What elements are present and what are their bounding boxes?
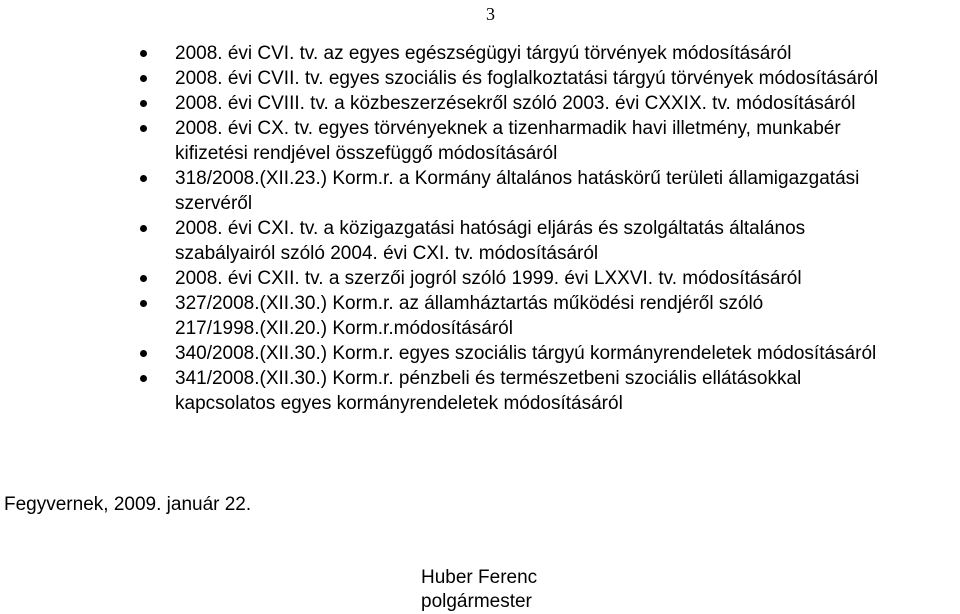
list-item-text: 2008. évi CX. tv. egyes törvényeknek a tizenharmadik havi illetmény, munkabér [175,118,841,139]
list-item [0,41,960,66]
signer-title: polgármester [421,591,532,612]
list-item [0,116,960,166]
bullet-icon [140,175,147,182]
list-item-text-continued: kifizetési rendjével összefüggő módosításáról [175,143,558,164]
bullet-icon [140,225,147,232]
list-item [0,291,960,341]
list-item-text-continued: szabályairól szóló 2004. évi CXI. tv. módosításáról [175,243,599,264]
list-item-text: 2008. évi CVIII. tv. a közbeszerzésekről szóló 2003. évi CXXIX. tv. módosításáról [175,93,856,114]
list-item [0,216,960,266]
list-item-text: 318/2008.(XII.23.) Korm.r. a Kormány általános hatáskörű területi államigazgatási [175,168,860,189]
list-item-text: 2008. évi CXI. tv. a közigazgatási hatósági eljárás és szolgáltatás általános [175,218,806,239]
list-item-text: 2008. évi CVI. tv. az egyes egészségügyi tárgyú törvények módosításáról [175,43,792,64]
list-item-text-continued: 217/1998.(XII.20.) Korm.r.módosításáról [175,318,513,339]
legislation-list [0,41,960,416]
bullet-icon [140,100,147,107]
list-item [0,366,960,416]
list-item-text: 2008. évi CXII. tv. a szerzői jogról szóló 1999. évi LXXVI. tv. módosításáról [175,268,802,289]
bullet-icon [140,50,147,57]
signature-block [421,566,537,614]
list-item [0,66,960,91]
list-item [0,341,960,366]
list-item-text-continued: kapcsolatos egyes kormányrendeletek módosításáról [175,393,623,414]
list-item-text-continued: szervéről [175,193,253,214]
signer-name: Huber Ferenc [421,567,538,588]
page-number: 3 [486,4,495,24]
bullet-icon [140,375,147,382]
list-item [0,266,960,291]
bullet-icon [140,350,147,357]
place-and-date: Fegyvernek, 2009. január 22. [4,494,252,515]
list-item [0,91,960,116]
bullet-icon [140,75,147,82]
bullet-icon [140,125,147,132]
list-item-text: 341/2008.(XII.30.) Korm.r. pénzbeli és természetbeni szociális ellátásokkal [175,368,802,389]
list-item-text: 2008. évi CVII. tv. egyes szociális és foglalkoztatási tárgyú törvények módosításáról [175,68,878,89]
bullet-icon [140,275,147,282]
bullet-icon [140,300,147,307]
list-item [0,166,960,216]
list-item-text: 340/2008.(XII.30.) Korm.r. egyes szociális tárgyú kormányrendeletek módosításáról [175,343,877,364]
list-item-text: 327/2008.(XII.30.) Korm.r. az államháztartás működési rendjéről szóló [175,293,764,314]
